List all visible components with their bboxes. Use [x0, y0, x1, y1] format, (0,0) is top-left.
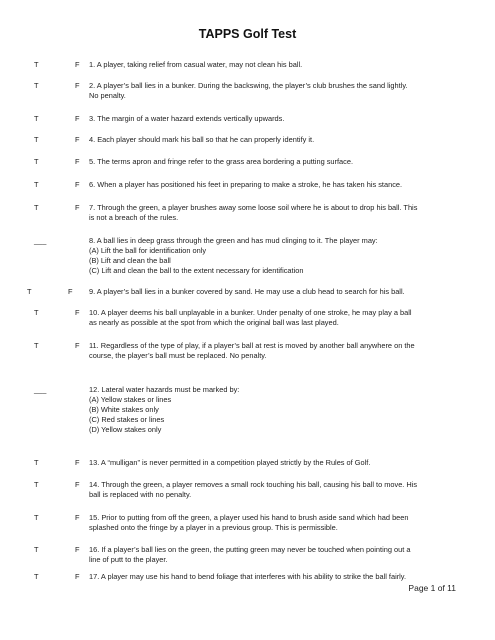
true-marker[interactable]: T: [34, 81, 39, 90]
question-line: (C) Red stakes or lines: [89, 415, 165, 424]
false-marker[interactable]: F: [75, 341, 80, 350]
question-line: No penalty.: [89, 91, 126, 100]
question-text: [89, 60, 469, 70]
question-stem: 7. Through the green, a player brushes away some loose soil where he is about to drop his ball. This: [89, 203, 418, 212]
question-line: ball is replaced with no penalty.: [89, 490, 192, 499]
question-line: course, the player’s ball must be replaced. No penalty.: [89, 351, 267, 360]
question-line: (B) White stakes only: [89, 405, 159, 414]
question-stem: 15. Prior to putting from off the green, a player used his hand to brush aside sand which had been: [89, 513, 409, 522]
false-marker[interactable]: F: [75, 180, 80, 189]
true-marker[interactable]: T: [34, 545, 39, 554]
false-marker[interactable]: F: [75, 572, 80, 581]
question-text: [89, 572, 469, 582]
question-stem: 4. Each player should mark his ball so that he can properly identify it.: [89, 135, 315, 144]
false-marker[interactable]: F: [75, 308, 80, 317]
false-marker[interactable]: F: [75, 60, 80, 69]
question-text: [89, 385, 469, 435]
true-marker[interactable]: T: [34, 135, 39, 144]
question-text: [89, 545, 469, 565]
answer-blank[interactable]: ___: [34, 236, 47, 245]
false-marker[interactable]: F: [75, 480, 80, 489]
false-marker[interactable]: F: [75, 157, 80, 166]
question-line: splashed onto the fringe by a player in a previous group. This is permissible.: [89, 523, 338, 532]
question-stem: 10. A player deems his ball unplayable in a bunker. Under penalty of one stroke, he may play a ball: [89, 308, 412, 317]
question-stem: 12. Lateral water hazards must be marked by:: [89, 385, 240, 394]
answer-blank[interactable]: ___: [34, 385, 47, 394]
question-stem: 11. Regardless of the type of play, if a player’s ball at rest is moved by another ball anywhere on the: [89, 341, 415, 350]
false-marker[interactable]: F: [75, 545, 80, 554]
true-marker[interactable]: T: [34, 114, 39, 123]
false-marker[interactable]: F: [75, 81, 80, 90]
true-marker[interactable]: T: [34, 458, 39, 467]
question-text: [89, 236, 469, 276]
question-stem: 3. The margin of a water hazard extends vertically upwards.: [89, 114, 285, 123]
question-text: [89, 114, 469, 124]
question-text: [89, 341, 469, 361]
false-marker[interactable]: F: [75, 513, 80, 522]
true-marker[interactable]: T: [34, 203, 39, 212]
true-marker[interactable]: T: [34, 180, 39, 189]
question-stem: 2. A player’s ball lies in a bunker. During the backswing, the player’s club brushes the sand lightly.: [89, 81, 408, 90]
page-title: TAPPS Golf Test: [198, 27, 297, 41]
question-line: line of putt to the player.: [89, 555, 168, 564]
question-text: [89, 157, 469, 167]
question-stem: 16. If a player’s ball lies on the green, the putting green may never be touched when pointing out a: [89, 545, 411, 554]
question-text: [89, 180, 469, 190]
question-text: [89, 135, 469, 145]
false-marker[interactable]: F: [75, 114, 80, 123]
page-number: Page 1 of 11: [408, 583, 456, 593]
true-marker[interactable]: T: [34, 60, 39, 69]
true-marker[interactable]: T: [34, 341, 39, 350]
false-marker[interactable]: F: [68, 287, 73, 296]
false-marker[interactable]: F: [75, 458, 80, 467]
question-stem: 8. A ball lies in deep grass through the green and has mud clinging to it. The player may:: [89, 236, 378, 245]
question-line: is not a breach of the rules.: [89, 213, 179, 222]
question-text: [89, 308, 469, 328]
question-line: (A) Yellow stakes or lines: [89, 395, 172, 404]
question-line: (C) Lift and clean the ball to the extent necessary for identification: [89, 266, 304, 275]
question-stem: 5. The terms apron and fringe refer to the grass area bordering a putting surface.: [89, 157, 354, 166]
true-marker[interactable]: T: [34, 480, 39, 489]
true-marker[interactable]: T: [34, 157, 39, 166]
question-stem: 9. A player’s ball lies in a bunker covered by sand. He may use a club head to search for his ball.: [89, 287, 405, 296]
false-marker[interactable]: F: [75, 135, 80, 144]
question-stem: 13. A “mulligan” is never permitted in a competition played strictly by the Rules of Golf.: [89, 458, 371, 467]
question-text: [89, 513, 469, 533]
question-line: (A) Lift the ball for identification only: [89, 246, 207, 255]
question-stem: 14. Through the green, a player removes a small rock touching his ball, causing his ball to move. His: [89, 480, 418, 489]
question-text: [89, 81, 469, 101]
true-marker[interactable]: T: [34, 308, 39, 317]
question-stem: 17. A player may use his hand to bend foliage that interferes with his ability to strike the ball fairly.: [89, 572, 407, 581]
question-text: [89, 458, 469, 468]
true-marker[interactable]: T: [27, 287, 32, 296]
false-marker[interactable]: F: [75, 203, 80, 212]
true-marker[interactable]: T: [34, 572, 39, 581]
question-stem: 6. When a player has positioned his feet in preparing to make a stroke, he has taken his stance.: [89, 180, 403, 189]
true-marker[interactable]: T: [34, 513, 39, 522]
question-line: (D) Yellow stakes only: [89, 425, 162, 434]
question-line: (B) Lift and clean the ball: [89, 256, 171, 265]
question-text: [89, 203, 469, 223]
question-line: as nearly as possible at the spot from which the original ball was last played.: [89, 318, 339, 327]
question-text: [89, 287, 469, 297]
question-stem: 1. A player, taking relief from casual water, may not clean his ball.: [89, 60, 303, 69]
question-text: [89, 480, 469, 500]
